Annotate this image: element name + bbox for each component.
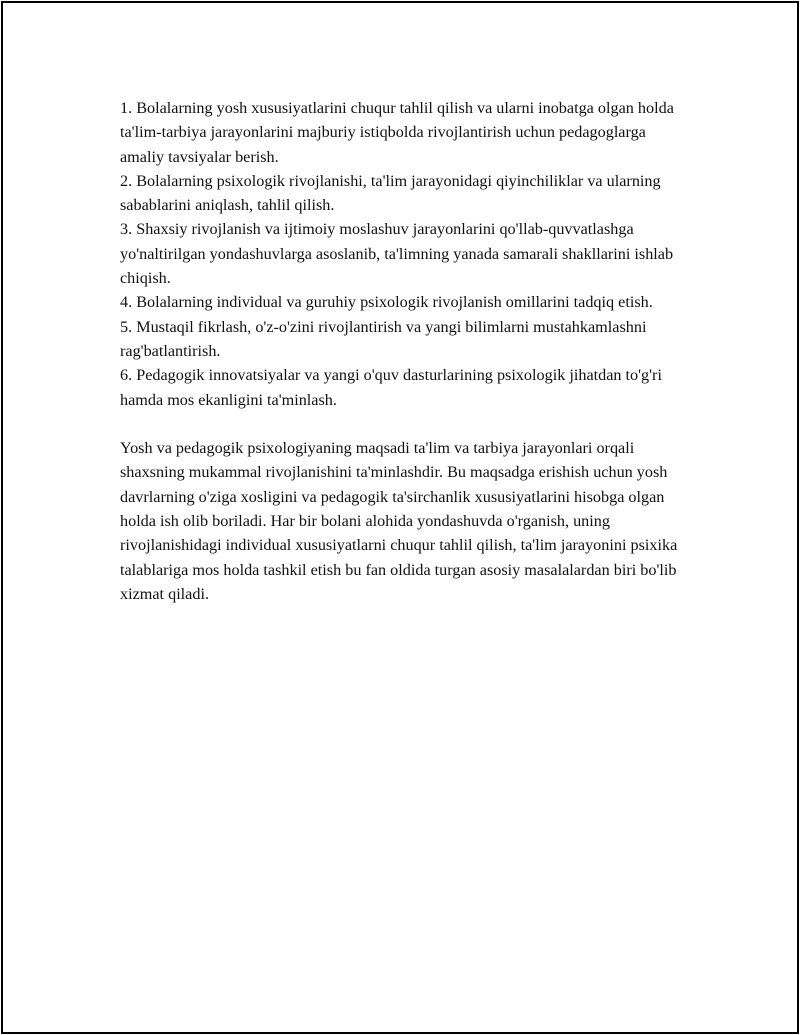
list-item: 3. Shaxsiy rivojlanish va ijtimoiy moslashuv jarayonlarini qo'llab-quvvatlashga yo'naltirilgan yondashuvlarga asoslanib, ta'limning yanada samarali shakllarini ishlab chiqish.	[120, 220, 674, 288]
paragraph-spacer	[120, 412, 692, 436]
list-item: 5. Mustaqil fikrlash, o'z-o'zini rivojlantirish va yangi bilimlarni mustahkamlashni rag'batlantirish.	[120, 317, 647, 360]
document-body	[120, 96, 692, 606]
list-item: 4. Bolalarning individual va guruhiy psixologik rivojlanish omillarini tadqiq etish.	[120, 293, 653, 312]
list-item: 6. Pedagogik innovatsiyalar va yangi o'quv dasturlarining psixologik jihatdan to'g'ri hamda mos ekanligini ta'minlash.	[120, 366, 662, 409]
list-item: 2. Bolalarning psixologik rivojlanishi, ta'lim jarayonidagi qiyinchiliklar va ularning sabablarini aniqlash, tahlil qilish.	[120, 171, 661, 215]
page-frame	[1, 1, 799, 1034]
objectives-list	[120, 96, 692, 412]
list-item: 1. Bolalarning yosh xususiyatlarini chuqur tahlil qilish va ularni inobatga olgan holda ta'lim-tarbiya jarayonlarini majburiy istiqbolda rivojlantirish uchun pedagoglarga amaliy tavsiyalar berish.	[120, 99, 674, 166]
summary-paragraph: Yosh va pedagogik psixologiyaning maqsadi ta'lim va tarbiya jarayonlari orqali shaxsning mukammal rivojlanishini ta'minlashdir. Bu maqsadga erishish uchun yosh davrlarning o'ziga xosligini va pedagogik ta'sirchanlik xususiyatlarini hisobga olgan holda ish olib boriladi. Har bir bolani alohida yondashuvda o'rganish, uning rivojlanishidagi individual xususiyatlarni chuqur tahlil qilish, ta'lim jarayonini psixika talablariga mos holda tashkil etish bu fan oldida turgan asosiy masalalardan biri bo'lib xizmat qiladi.	[120, 439, 678, 603]
